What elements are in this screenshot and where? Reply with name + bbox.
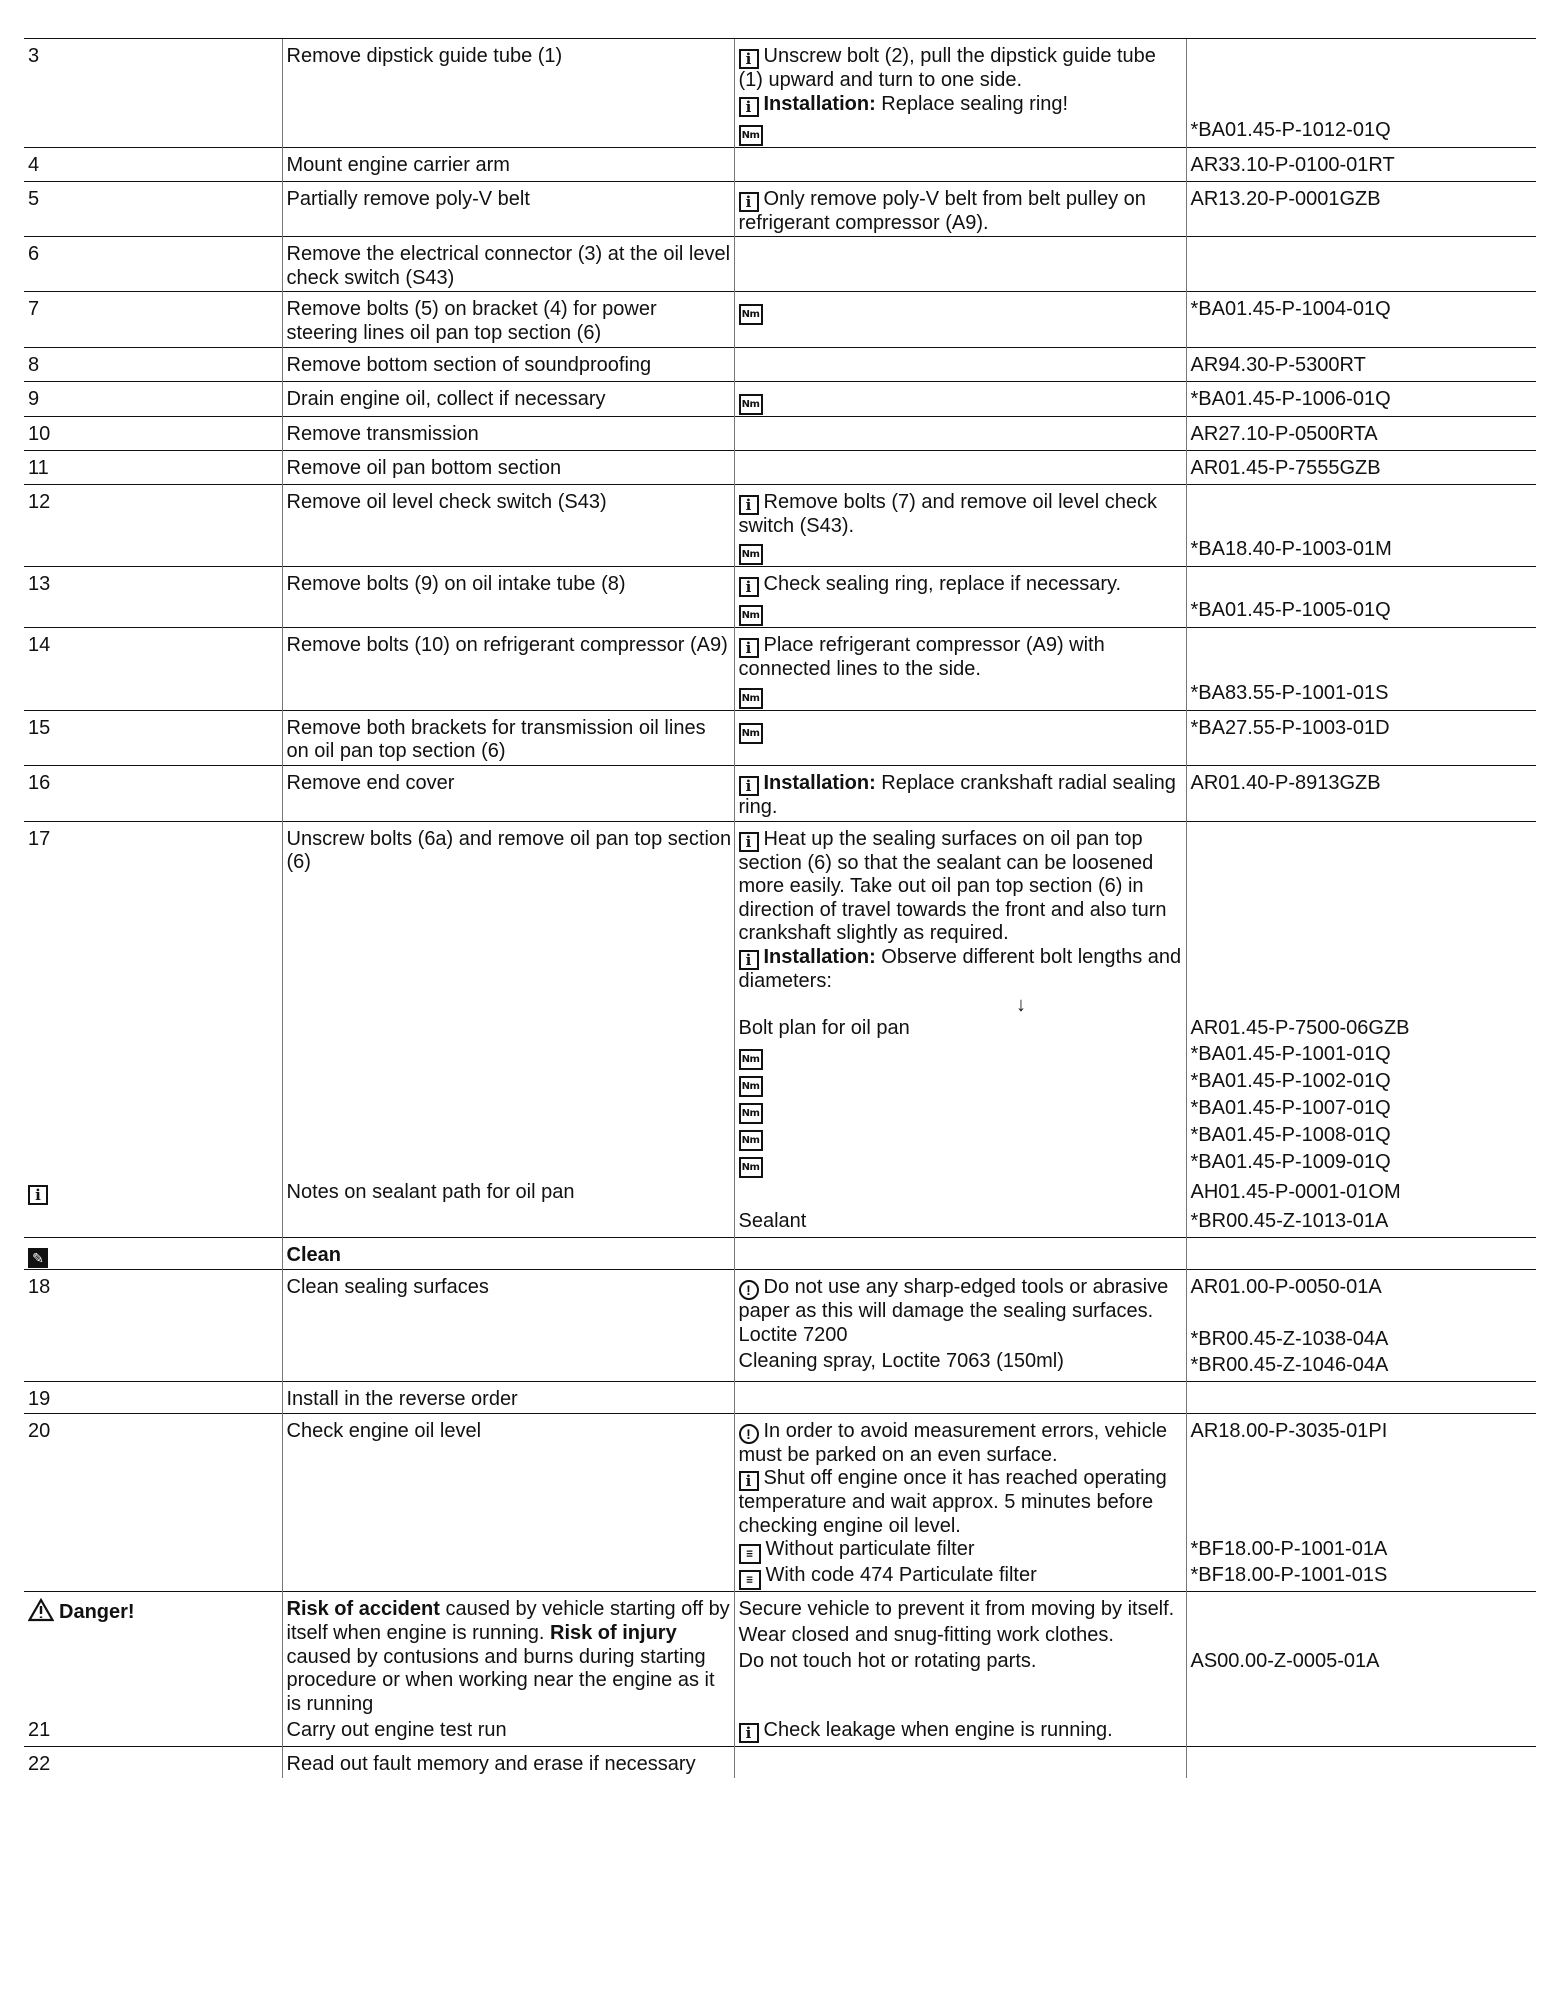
reference-code: *BA18.40-P-1003-01M [1190, 538, 1392, 561]
note-text: Cleaning spray, Loctite 7063 (150ml) [738, 1349, 1064, 1372]
notes-cell [734, 347, 1186, 381]
reference-cell [1186, 628, 1536, 711]
note [739, 388, 1184, 415]
step-number-cell [24, 1717, 282, 1747]
table-row [24, 450, 1536, 484]
reference-code: *BA01.45-P-1007-01Q [1190, 1097, 1391, 1120]
action-text: Remove oil pan bottom section [286, 456, 562, 479]
note-text: Remove bolts (7) and remove oil level check switch (S43). [738, 490, 1158, 537]
step-number: 13 [28, 573, 51, 596]
reference-code: *BA01.45-P-1006-01Q [1190, 387, 1391, 410]
notes-cell [734, 39, 1186, 148]
action-bold-text: Risk of accident [286, 1598, 440, 1621]
notes-cell [734, 381, 1186, 416]
action-cell [282, 821, 734, 1179]
info-icon: i [739, 776, 759, 796]
table-row [24, 147, 1536, 181]
notes-cell [734, 1208, 1186, 1238]
reference-code: AR94.30-P-5300RT [1190, 353, 1366, 376]
reference-code: AR01.45-P-7555GZB [1190, 456, 1381, 479]
reference-cell [1186, 347, 1536, 381]
table-row [24, 1717, 1536, 1747]
note [739, 1564, 1184, 1590]
reference-cell [1186, 1238, 1536, 1270]
step-number: 21 [28, 1719, 51, 1742]
step-number: 10 [28, 422, 51, 445]
caution-icon: ! [739, 1424, 759, 1444]
table-row [24, 821, 1536, 1179]
info-icon: i [739, 1471, 759, 1491]
action-cell [282, 147, 734, 181]
reference-code [1191, 1302, 1535, 1328]
note-text: Secure vehicle to prevent it from moving by itself. [738, 1598, 1175, 1621]
reference-cell [1186, 821, 1536, 1179]
notes-cell [734, 765, 1186, 821]
action-bold-text: Risk of injury [550, 1622, 677, 1645]
reference-cell [1186, 567, 1536, 628]
reference-code: *BA01.45-P-1002-01Q [1190, 1070, 1391, 1093]
reference-code: AR01.00-P-0050-01A [1190, 1276, 1382, 1299]
step-number-cell [24, 381, 282, 416]
reference-cell [1186, 1382, 1536, 1414]
reference-code: AR13.20-P-0001GZB [1190, 187, 1381, 210]
step-number-cell [24, 710, 282, 765]
reference-code [1191, 491, 1535, 517]
reference-cell [1186, 484, 1536, 567]
action-text: caused by vehicle starting off by itself when engine is running. [286, 1598, 730, 1645]
table-row [24, 1208, 1536, 1238]
notes-cell [734, 181, 1186, 237]
step-number-cell [24, 1382, 282, 1414]
notes-cell [734, 710, 1186, 765]
reference-code: AH01.45-P-0001-01OM [1190, 1181, 1401, 1204]
reference-cell [1186, 147, 1536, 181]
table-row [24, 39, 1536, 148]
note [739, 682, 1184, 709]
reference-code: AS00.00-Z-0005-01A [1190, 1650, 1380, 1673]
notes-cell [734, 484, 1186, 567]
action-text: Read out fault memory and erase if necessary [286, 1753, 696, 1776]
note-text: Do not use any sharp-edged tools or abrasive paper as this will damage the sealing surfaces. [738, 1276, 1169, 1323]
step-number-cell [24, 1179, 282, 1208]
step-number: 17 [28, 827, 51, 850]
step-number: 18 [28, 1276, 51, 1299]
list-item [739, 1070, 1184, 1097]
action-text: Remove both brackets for transmission oil lines on oil pan top section (6) [286, 716, 706, 763]
notes-cell [734, 147, 1186, 181]
table-row [24, 416, 1536, 450]
action-cell [282, 1413, 734, 1592]
note-bold: Installation: [763, 771, 876, 794]
list-item [739, 1124, 1184, 1151]
info-icon: i [739, 1723, 759, 1743]
table-row [24, 1592, 1536, 1717]
info-icon: i [739, 97, 759, 117]
torque-nm-icon: Nm [739, 125, 763, 146]
step-number-cell [24, 1238, 282, 1270]
note-bold: Installation: [763, 945, 876, 968]
reference-cell [1186, 416, 1536, 450]
reference-cell [1186, 450, 1536, 484]
action-text: caused by contusions and burns during starting procedure or when working near the engine as it is running [286, 1645, 715, 1715]
note [739, 573, 1184, 599]
torque-nm-icon: Nm [739, 304, 763, 325]
action-cell [282, 567, 734, 628]
note-text: Wear closed and snug-fitting work clothes. [738, 1624, 1114, 1647]
step-number: 22 [28, 1753, 51, 1776]
table-row [24, 765, 1536, 821]
reference-cell [1186, 1747, 1536, 1778]
list-text: Bolt plan for oil pan [738, 1017, 910, 1040]
action-text: Remove bolts (10) on refrigerant compressor (A9) [286, 634, 728, 657]
action-cell [282, 39, 734, 148]
reference-code: AR27.10-P-0500RTA [1190, 422, 1378, 445]
info-icon: i [739, 950, 759, 970]
document-icon: ≡ [739, 1570, 761, 1590]
step-number: 16 [28, 771, 51, 794]
action-cell [282, 181, 734, 237]
step-number: 12 [28, 490, 51, 513]
torque-nm-icon: Nm [739, 688, 763, 709]
list-item [739, 1017, 1184, 1043]
reference-cell [1186, 1179, 1536, 1208]
step-number-cell [24, 416, 282, 450]
note-bold: Installation: [763, 92, 876, 115]
reference-code: *BA01.45-P-1004-01Q [1190, 298, 1391, 321]
table-row [24, 347, 1536, 381]
notes-cell [734, 1747, 1186, 1778]
action-cell [282, 416, 734, 450]
note [739, 772, 1184, 820]
step-number: 9 [28, 387, 40, 410]
action-cell [282, 450, 734, 484]
note [739, 298, 1184, 325]
reference-code: AR33.10-P-0100-01RT [1190, 153, 1395, 176]
step-number: 7 [28, 298, 40, 321]
action-cell [282, 1270, 734, 1382]
notes-cell [734, 1717, 1186, 1747]
notes-cell [734, 450, 1186, 484]
note [739, 828, 1184, 946]
info-icon: i [739, 495, 759, 515]
notes-cell [734, 1592, 1186, 1717]
note-text: Replace sealing ring! [881, 92, 1069, 115]
note [739, 1210, 1184, 1236]
action-cell [282, 237, 734, 292]
action-cell [282, 1238, 734, 1270]
step-number-cell [24, 347, 282, 381]
notes-cell [734, 567, 1186, 628]
procedure-table [24, 38, 1536, 1778]
torque-nm-icon: Nm [739, 1049, 763, 1070]
table-row [24, 1179, 1536, 1208]
action-cell [282, 381, 734, 416]
table-row [24, 381, 1536, 416]
step-number-cell [24, 567, 282, 628]
step-number: 20 [28, 1419, 51, 1442]
reference-code: *BR00.45-Z-1046-04A [1190, 1354, 1389, 1377]
reference-cell [1186, 39, 1536, 148]
reference-code [1191, 1467, 1535, 1493]
note [739, 491, 1184, 539]
action-cell [282, 1179, 734, 1208]
action-cell [282, 484, 734, 567]
step-number-cell [24, 1413, 282, 1592]
action-cell [282, 1747, 734, 1778]
reference-code: *BF18.00-P-1001-01S [1190, 1564, 1388, 1587]
reference-code: *BF18.00-P-1001-01A [1190, 1538, 1388, 1561]
info-icon: i [739, 577, 759, 597]
step-number: 3 [28, 45, 40, 67]
action-text: Carry out engine test run [286, 1719, 507, 1742]
document-icon: ≡ [739, 1544, 761, 1564]
action-text: Remove the electrical connector (3) at the oil level check switch (S43) [286, 243, 731, 289]
note [739, 1420, 1184, 1468]
action-text: Drain engine oil, collect if necessary [286, 387, 606, 410]
reference-cell [1186, 1208, 1536, 1238]
reference-cell [1186, 1592, 1536, 1717]
reference-code: *BA27.55-P-1003-01D [1190, 716, 1390, 739]
action-text: Remove bolts (9) on oil intake tube (8) [286, 573, 626, 596]
table-row [24, 1747, 1536, 1778]
down-arrow: ↓ [1016, 993, 1026, 1016]
reference-code: *BA01.45-P-1005-01Q [1190, 599, 1391, 622]
reference-code: *BA83.55-P-1001-01S [1190, 681, 1389, 704]
torque-nm-icon: Nm [739, 723, 763, 744]
step-number: 8 [28, 353, 40, 376]
step-number: 11 [28, 456, 49, 479]
reference-code: *BA01.45-P-1012-01Q [1190, 118, 1391, 141]
step-number-cell [24, 1592, 282, 1717]
step-number-cell [24, 628, 282, 711]
action-text: Remove dipstick guide tube (1) [286, 45, 563, 67]
note [739, 1624, 1184, 1650]
step-number-cell [24, 1208, 282, 1238]
table-row [24, 484, 1536, 567]
torque-nm-icon: Nm [739, 544, 763, 565]
action-cell [282, 347, 734, 381]
action-cell [282, 628, 734, 711]
torque-nm-icon: Nm [739, 1157, 763, 1178]
notes-cell [734, 1382, 1186, 1414]
table-row [24, 1413, 1536, 1592]
notes-cell [734, 1413, 1186, 1592]
step-number: 14 [28, 634, 51, 657]
action-text: Remove bolts (5) on bracket (4) for power steering lines oil pan top section (6) [286, 298, 657, 344]
notes-cell [734, 1270, 1186, 1382]
step-number: 6 [28, 243, 40, 266]
reference-code: *BA01.45-P-1001-01Q [1190, 1043, 1391, 1066]
reference-code: *BA01.45-P-1009-01Q [1190, 1151, 1391, 1174]
reference-cell [1186, 237, 1536, 292]
reference-cell [1186, 381, 1536, 416]
note [739, 634, 1184, 682]
torque-nm-icon: Nm [739, 1103, 763, 1124]
action-text: Remove bottom section of soundproofing [286, 353, 652, 376]
step-number-cell [24, 821, 282, 1179]
reference-cell [1186, 765, 1536, 821]
info-icon: i [739, 49, 759, 69]
action-cell [282, 710, 734, 765]
note-text: Sealant [738, 1210, 807, 1233]
note [739, 1467, 1184, 1538]
note [739, 1350, 1184, 1376]
info-icon: i [739, 832, 759, 852]
action-text: Partially remove poly-V belt [286, 187, 530, 210]
warning-triangle-icon [28, 1598, 54, 1622]
note-text: Unscrew bolt (2), pull the dipstick guide tube (1) upward and turn to one side. [738, 45, 1156, 91]
note [739, 1324, 1184, 1350]
procedure-document [24, 38, 1536, 1778]
step-number-cell [24, 292, 282, 347]
action-text: Remove end cover [286, 771, 455, 794]
note-text: Observe different bolt lengths and diameters: [738, 945, 1182, 992]
reference-cell [1186, 1413, 1536, 1592]
action-text: Notes on sealant path for oil pan [286, 1181, 575, 1204]
step-number-cell [24, 147, 282, 181]
step-number-cell [24, 1270, 282, 1382]
action-text: Clean sealing surfaces [286, 1276, 489, 1299]
note [739, 1598, 1184, 1624]
step-number: 15 [28, 716, 51, 739]
action-text: Remove transmission [286, 422, 479, 445]
torque-nm-icon: Nm [739, 1130, 763, 1151]
reference-code: AR01.45-P-7500-06GZB [1190, 1017, 1410, 1040]
info-icon: i [28, 1185, 48, 1205]
note-text: Check sealing ring, replace if necessary. [763, 573, 1122, 596]
note [739, 1276, 1184, 1324]
reference-code: *BR00.45-Z-1013-01A [1190, 1210, 1389, 1233]
table-row [24, 1382, 1536, 1414]
note-text: Only remove poly-V belt from belt pulley on refrigerant compressor (A9). [738, 187, 1146, 234]
step-number: 19 [28, 1388, 51, 1411]
step-number-cell [24, 39, 282, 148]
step-number: 5 [28, 187, 40, 210]
reference-cell [1186, 1270, 1536, 1382]
torque-nm-icon: Nm [739, 605, 763, 626]
action-cell [282, 1208, 734, 1238]
action-cell [282, 1382, 734, 1414]
note-text: Replace crankshaft radial sealing ring. [738, 771, 1176, 818]
info-icon: i [739, 192, 759, 212]
table-row [24, 628, 1536, 711]
reference-code: *BR00.45-Z-1038-04A [1190, 1328, 1389, 1351]
note [739, 1719, 1184, 1745]
table-row [24, 181, 1536, 237]
step-number: 4 [28, 153, 40, 176]
note-text: With code 474 Particulate filter [765, 1564, 1037, 1587]
notes-cell [734, 237, 1186, 292]
caution-icon: ! [739, 1280, 759, 1300]
notes-cell [734, 1179, 1186, 1208]
step-number-cell [24, 450, 282, 484]
procedure-table-body [24, 39, 1536, 1779]
action-cell [282, 765, 734, 821]
note [739, 1650, 1184, 1676]
note-text: Place refrigerant compressor (A9) with connected lines to the side. [738, 634, 1105, 681]
info-icon: i [739, 638, 759, 658]
note [739, 93, 1184, 119]
torque-nm-icon: Nm [739, 1076, 763, 1097]
table-row [24, 292, 1536, 347]
action-cell [282, 1717, 734, 1747]
action-text: Unscrew bolts (6a) and remove oil pan top section (6) [286, 827, 732, 874]
torque-nm-icon: Nm [739, 394, 763, 415]
note [739, 119, 1184, 146]
note [739, 946, 1184, 994]
step-number-cell [24, 181, 282, 237]
reference-cell [1186, 292, 1536, 347]
danger-label [28, 1601, 135, 1623]
reference-code: AR18.00-P-3035-01PI [1190, 1419, 1388, 1442]
note [739, 538, 1184, 565]
reference-cell [1186, 710, 1536, 765]
note-text: Do not touch hot or rotating parts. [738, 1650, 1037, 1673]
step-number-cell [24, 1747, 282, 1778]
note-text: Loctite 7200 [738, 1323, 848, 1346]
table-row [24, 237, 1536, 292]
clean-icon: ✎ [28, 1248, 48, 1268]
reference-cell [1186, 1717, 1536, 1747]
reference-code [1191, 45, 1535, 71]
note-text: Without particulate filter [765, 1538, 975, 1561]
reference-code: AR01.40-P-8913GZB [1190, 771, 1381, 794]
table-row [24, 1270, 1536, 1382]
note [739, 717, 1184, 744]
step-number-cell [24, 765, 282, 821]
action-text: Remove oil level check switch (S43) [286, 490, 607, 513]
note-text: In order to avoid measurement errors, vehicle must be parked on an even surface. [738, 1419, 1168, 1466]
notes-cell [734, 821, 1186, 1179]
note [739, 599, 1184, 626]
action-text: Clean [286, 1244, 341, 1267]
list-item [739, 1097, 1184, 1124]
list-item [739, 1151, 1184, 1178]
action-cell [282, 1592, 734, 1717]
note-text: Heat up the sealing surfaces on oil pan top section (6) so that the sealant can be loosened more easily. Take out oil pan top section (6) in direction of travel towards the front and also turn crankshaft slightly as required. [738, 827, 1167, 945]
action-text: Check engine oil level [286, 1419, 482, 1442]
reference-code [1191, 573, 1535, 599]
note-text: Check leakage when engine is running. [763, 1719, 1113, 1742]
reference-code [1191, 93, 1535, 119]
note [739, 1538, 1184, 1564]
notes-cell [734, 416, 1186, 450]
reference-code: *BA01.45-P-1008-01Q [1190, 1124, 1391, 1147]
table-row [24, 567, 1536, 628]
action-cell [282, 292, 734, 347]
action-text: Mount engine carrier arm [286, 153, 510, 176]
danger-text: Danger! [59, 1601, 135, 1624]
reference-code [1191, 634, 1535, 660]
reference-cell [1186, 181, 1536, 237]
notes-cell [734, 1238, 1186, 1270]
note [739, 45, 1184, 93]
table-row [24, 710, 1536, 765]
notes-cell [734, 292, 1186, 347]
note [739, 188, 1184, 236]
note-text: Shut off engine once it has reached operating temperature and wait approx. 5 minutes before checking engine oil level. [738, 1467, 1167, 1537]
step-number-cell [24, 484, 282, 567]
notes-cell [734, 628, 1186, 711]
step-number-cell [24, 237, 282, 292]
table-row [24, 1238, 1536, 1270]
list-item [739, 1043, 1184, 1070]
action-text: Install in the reverse order [286, 1388, 518, 1411]
